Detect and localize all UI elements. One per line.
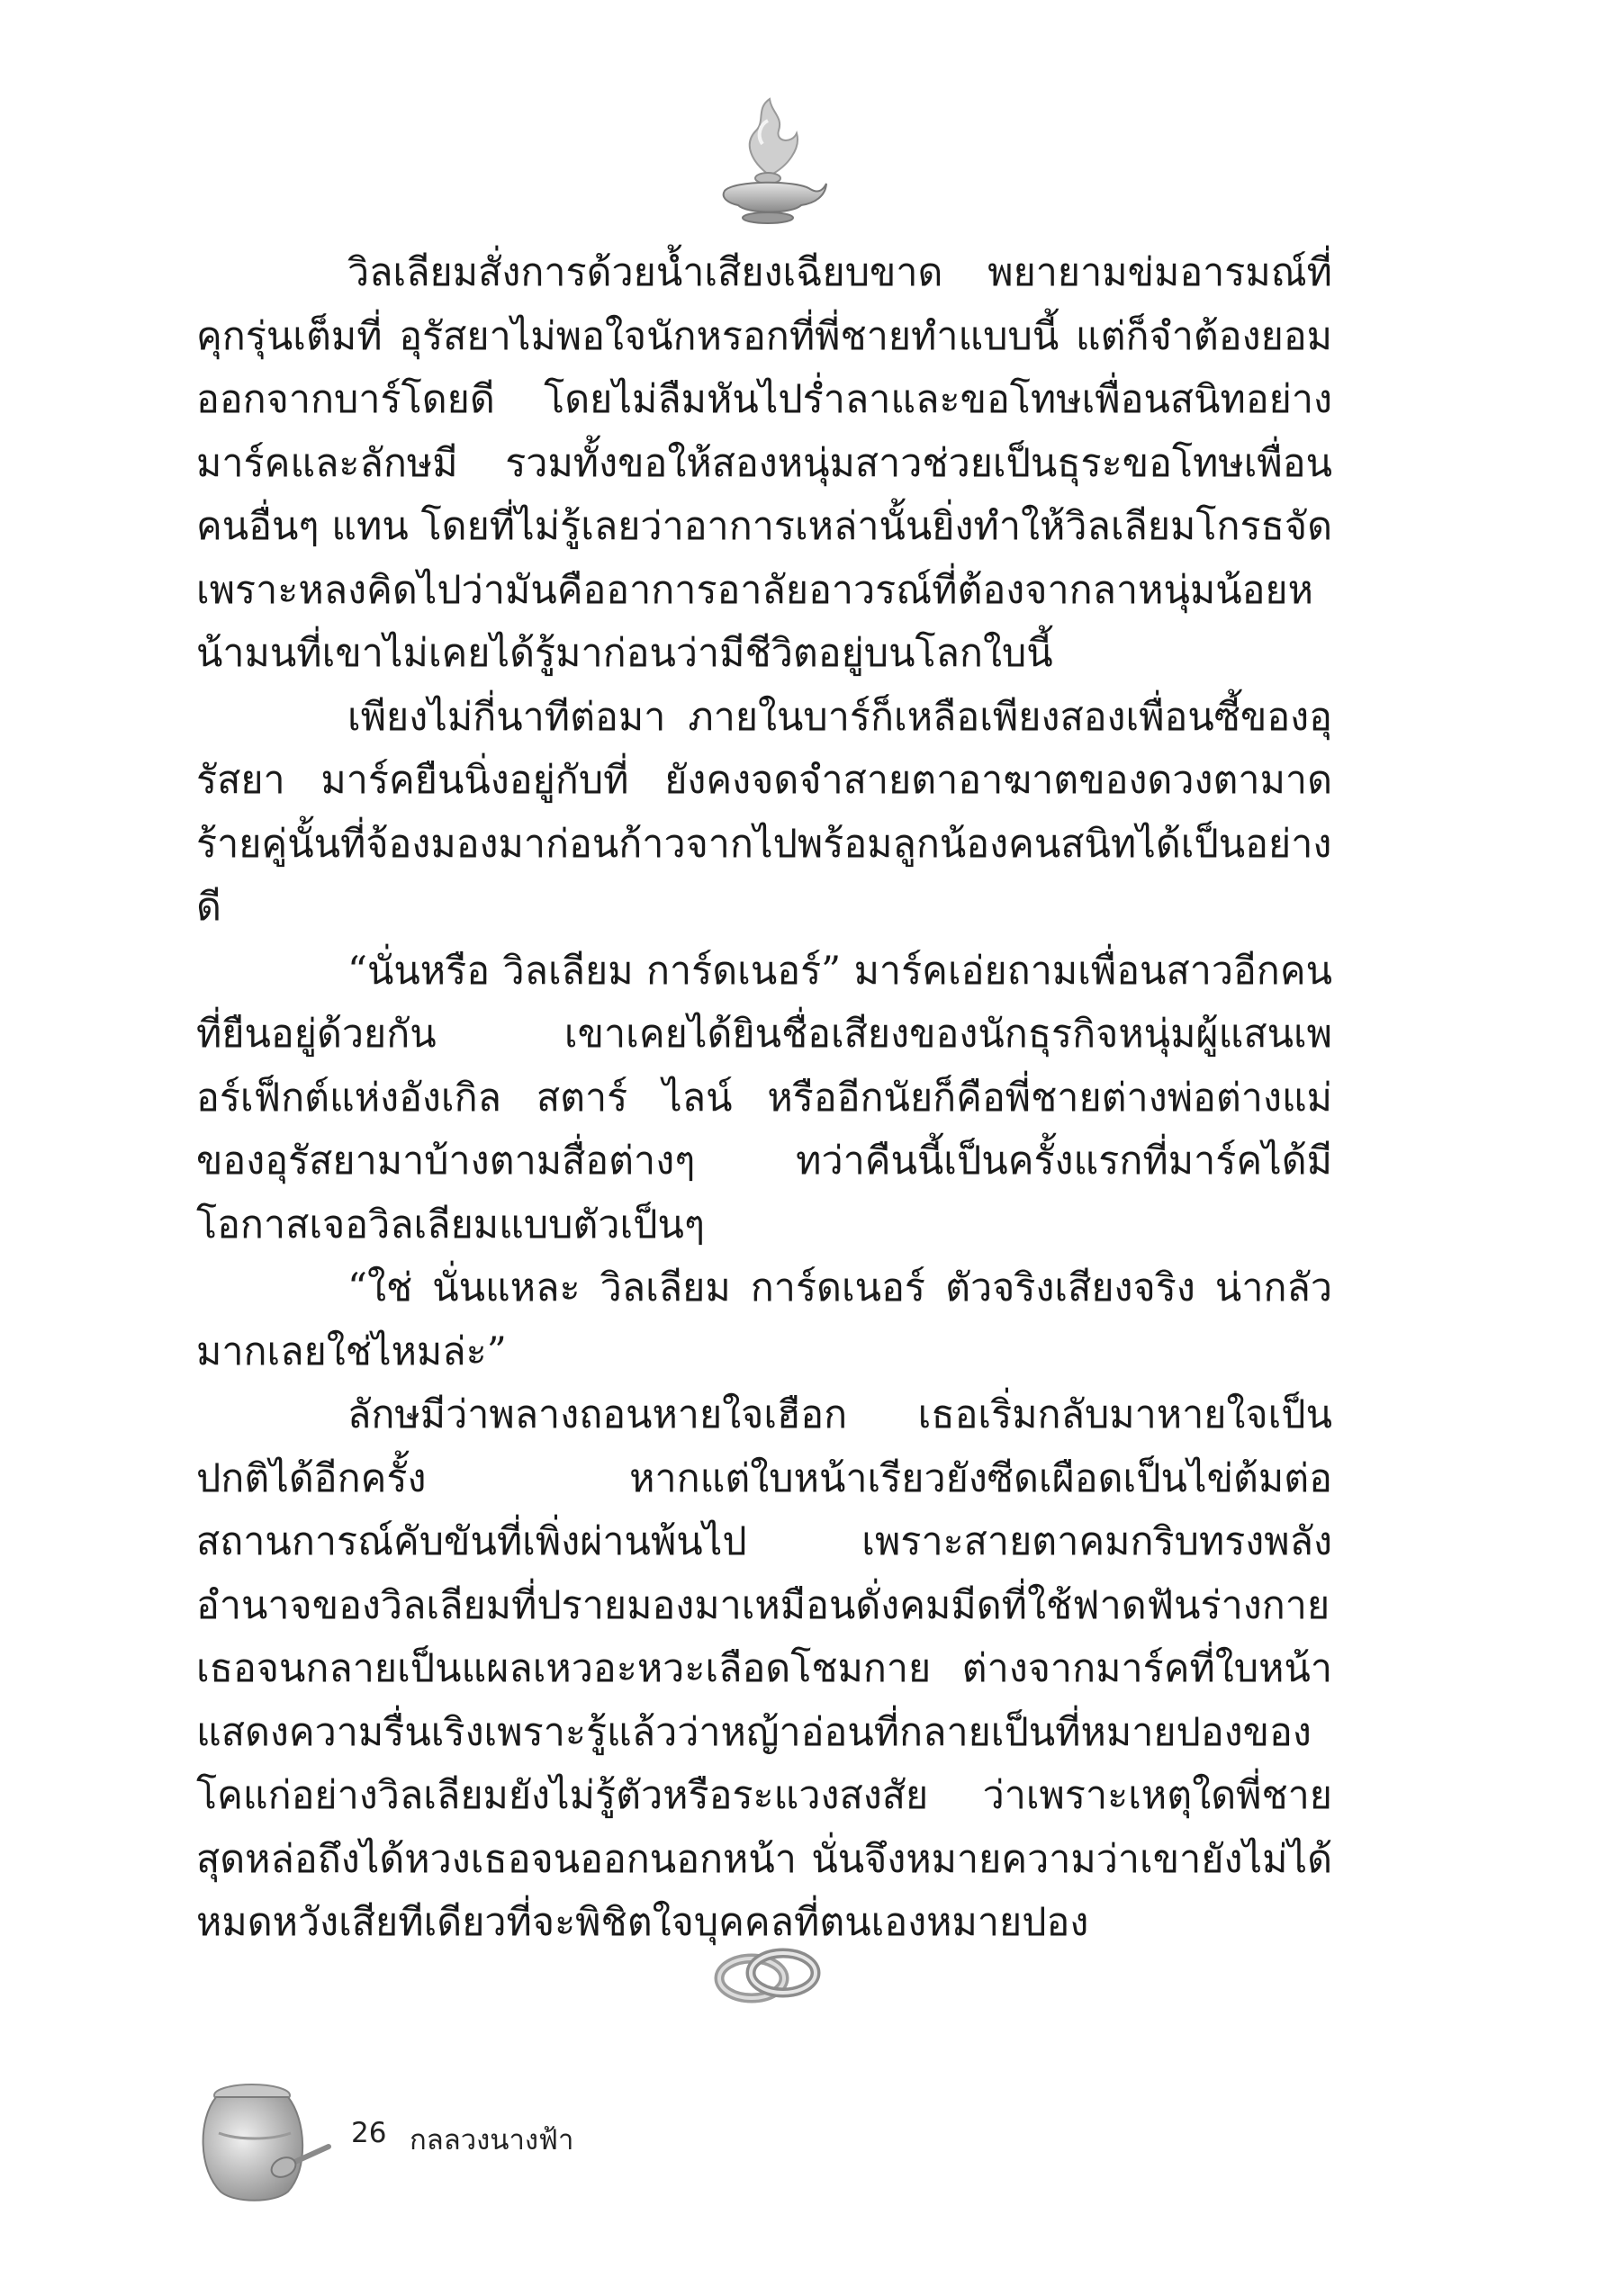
wedding-rings-icon (711, 1944, 824, 2007)
book-title: กลลวงนางฟ้า (410, 2124, 574, 2156)
paragraph-1: วิลเลียมสั่งการด้วยน้ำเสียงเฉียบขาด พยายามข่มอารมณ์ที่คุกรุ่นเต็มที่ อุรัสยาไม่พอใจนักหรอกที่พี่ชายทำแบบนี้ แต่ก็จำต้องยอมออกจากบาร์โดยดี โดยไม่ลืมหันไปร่ำลาและขอโทษเพื่อนสนิทอย่างมาร์คและลักษมี รวมทั้งขอให้สองหนุ่มสาวช่วยเป็นธุระขอโทษเพื่อนคนอื่นๆ แทน โดยที่ไม่รู้เลยว่าอาการเหล่านั้นยิ่งทำให้วิลเลียมโกรธจัด เพราะหลงคิดไปว่ามันคืออาการอาลัยอาวรณ์ที่ต้องจากลาหนุ่มน้อยหน้ามนที่เขาไม่เคยได้รู้มาก่อนว่ามีชีวิตอยู่บนโลกใบนี้ (196, 250, 1332, 676)
paragraph-4: “ใช่ นั่นแหละ วิลเลียม การ์ดเนอร์ ตัวจริงเสียงจริง น่ากลัวมากเลยใช่ไหมล่ะ” (196, 1265, 1332, 1374)
paragraph-3: “นั่นหรือ วิลเลียม การ์ดเนอร์” มาร์คเอ่ยถามเพื่อนสาวอีกคนที่ยืนอยู่ด้วยกัน เขาเคยได้ยินชื่อเสียงของนักธุรกิจหนุ่มผู้แสนเพอร์เฟ็กต์แห่งอังเกิล สตาร์ ไลน์ หรืออีกนัยก็คือพี่ชายต่างพ่อต่างแม่ของอุรัสยามาบ้างตามสื่อต่างๆ ทว่าคืนนี้เป็นครั้งแรกที่มาร์คได้มีโอกาสเจอวิลเลียมแบบตัวเป็นๆ (196, 948, 1332, 1247)
page-footer (194, 2070, 824, 2214)
body-text (196, 241, 1332, 1955)
paragraph-5: ลักษมีว่าพลางถอนหายใจเฮือก เธอเริ่มกลับมาหายใจเป็นปกติได้อีกครั้ง หากแต่ใบหน้าเรียวยังซีดเผือดเป็นไข่ต้มต่อสถานการณ์คับขันที่เพิ่งผ่านพ้นไป เพราะสายตาคมกริบทรงพลังอำนาจของวิลเลียมที่ปรายมองมาเหมือนดั่งคมมีดที่ใช้ฟาดฟันร่างกายเธอจนกลายเป็นแผลเหวอะหวะเลือดโชมกาย ต่างจากมาร์คที่ใบหน้าแสดงความรื่นเริงเพราะรู้แล้วว่าหญ้าอ่อนที่กลายเป็นที่หมายปองของโคแก่อย่างวิลเลียมยังไม่รู้ตัวหรือระแวงสงสัย ว่าเพราะเหตุใดพี่ชายสุดหล่อถึงได้หวงเธอจนออกนอกหน้า นั่นจึงหมายความว่าเขายังไม่ได้หมดหวังเสียทีเดียวที่จะพิชิตใจบุคคลที่ตนเองหมายปอง (196, 1392, 1332, 1945)
genie-lamp-icon (707, 90, 828, 225)
page-number: 26 (351, 2117, 387, 2149)
paragraph-2: เพียงไม่กี่นาทีต่อมา ภายในบาร์ก็เหลือเพียงสองเพื่อนซี้ของอุรัสยา มาร์คยืนนิ่งอยู่กับที่ ยังคงจดจำสายตาอาฆาตของดวงตามาดร้ายคู่นั้นที่จ้องมองมาก่อนก้าวจากไปพร้อมลูกน้องคนสนิทได้เป็นอย่างดี (196, 694, 1332, 930)
honey-pot-icon (194, 2070, 333, 2210)
